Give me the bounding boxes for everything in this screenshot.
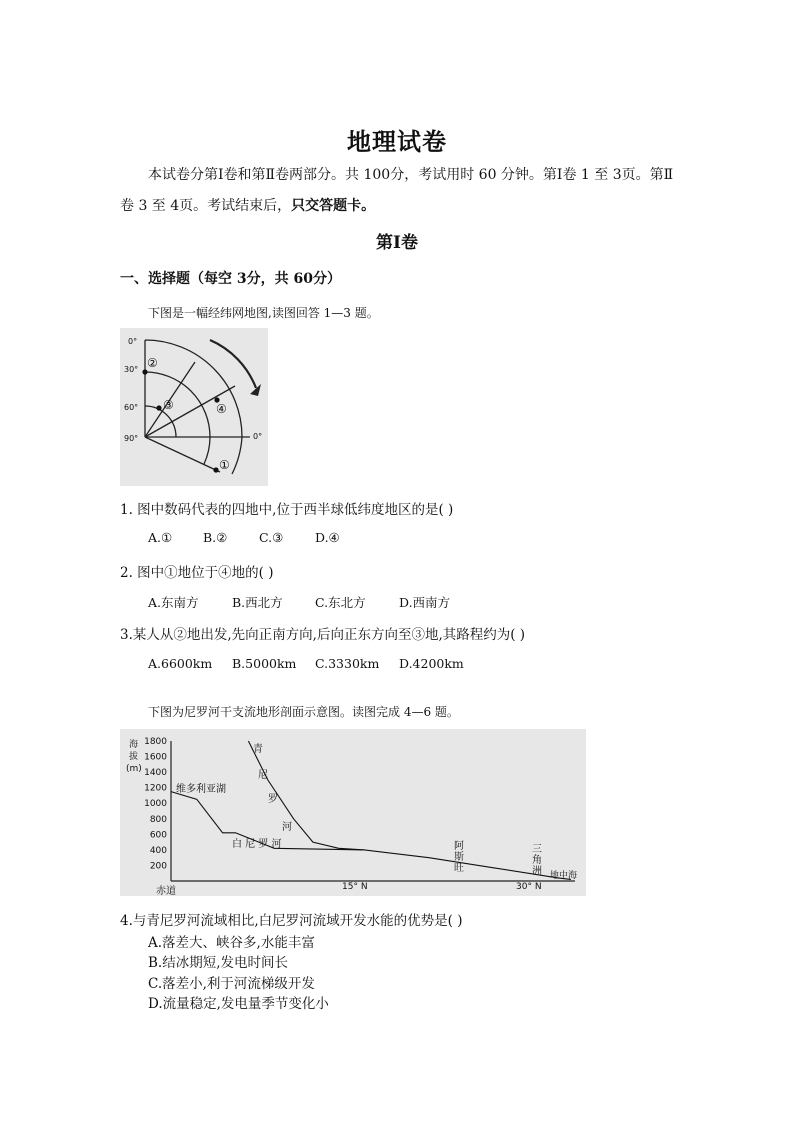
- point-3-dot: [156, 405, 161, 410]
- y-tick-1000: 1000: [144, 799, 167, 810]
- graticule-map-svg: [120, 328, 268, 486]
- x-label-15n: 15° N: [342, 882, 368, 892]
- intro-line-2: [120, 192, 375, 220]
- question-2-option-c: C.东北方: [315, 595, 366, 610]
- blue-nile-line: [248, 741, 364, 850]
- question-2-option-b: B.西北方: [232, 595, 283, 610]
- question-1-option-d: D.④: [315, 530, 340, 545]
- lon-label: 0°: [253, 432, 263, 441]
- question-3-option-d: D.4200km: [399, 656, 464, 671]
- sea-label: 地中海: [550, 871, 578, 881]
- question-1-option-a: A.①: [148, 530, 173, 545]
- delta-char-1: 三: [532, 844, 542, 855]
- question-2-option-a: A.东南方: [148, 595, 199, 610]
- aswan-char-3: 旺: [454, 863, 464, 874]
- ylabel-char-2: 拔: [129, 752, 139, 762]
- intro-line-2-start: 卷 3 至 4页。考试结束后，: [120, 198, 292, 214]
- question-4-option-c: C.落差小,利于河流梯级开发: [148, 976, 315, 992]
- white-nile-line: [171, 792, 571, 880]
- y-tick-800: 800: [149, 814, 167, 825]
- lat-label-0: 0°: [128, 337, 138, 346]
- nile-profile-svg: [120, 729, 586, 896]
- lat-label-30: 30°: [124, 365, 139, 374]
- question-4-option-a: A.落差大、峡谷多,水能丰富: [148, 935, 315, 951]
- page-title: 地理试卷: [347, 128, 447, 156]
- question-4-option-d: D.流量稳定,发电量季节变化小: [148, 996, 329, 1012]
- y-tick-1200: 1200: [144, 783, 167, 794]
- lat-label-60: 60°: [124, 403, 139, 412]
- x-label-30n: 30° N: [516, 882, 542, 892]
- lat-label-90: 90°: [124, 434, 139, 443]
- question-3-option-c: C.3330km: [315, 656, 380, 671]
- blue-nile-char-4: 河: [282, 822, 292, 833]
- point-1-dot: [213, 467, 218, 472]
- question-1-stem: 1. 图中数码代表的四地中,位于西半球低纬度地区的是( ): [120, 502, 454, 518]
- aswan-char-1: 阿: [454, 841, 464, 852]
- section-heading: 一、选择题（每空 3分，共 60分）: [120, 271, 341, 287]
- volume-heading: 第Ⅰ卷: [376, 233, 418, 253]
- blue-nile-char-2: 尼: [258, 770, 268, 781]
- y-tick-200: 200: [149, 861, 167, 872]
- question-3-option-a: A.6600km: [148, 656, 213, 671]
- nile-profile-chart: [120, 729, 586, 896]
- y-tick-600: 600: [149, 830, 167, 841]
- lake-label: 维多利亚湖: [176, 784, 226, 795]
- graticule-map: [120, 328, 268, 486]
- y-tick-1600: 1600: [144, 752, 167, 763]
- point-4-label: ④: [216, 402, 227, 416]
- point-2-label: ②: [147, 356, 158, 370]
- intro-line-2-bold: 只交答题卡。: [291, 198, 376, 214]
- blue-nile-char-1: 青: [253, 744, 263, 755]
- fig2-note: 下图为尼罗河干支流地形剖面示意图。读图完成 4—6 题。: [148, 705, 459, 719]
- aswan-char-2: 斯: [454, 852, 464, 863]
- ylabel-unit: (m): [126, 764, 142, 774]
- question-2-option-d: D.西南方: [399, 595, 451, 610]
- question-4-option-b: B.结冰期短,发电时间长: [148, 955, 289, 971]
- point-1-label: ①: [219, 458, 230, 472]
- y-tick-1400: 1400: [144, 768, 167, 779]
- question-3-option-b: B.5000km: [232, 656, 297, 671]
- delta-char-2: 角: [532, 855, 542, 866]
- point-2-dot: [142, 369, 147, 374]
- point-3-label: ③: [163, 398, 174, 412]
- ylabel-char-1: 海: [129, 740, 139, 750]
- delta-char-3: 洲: [532, 866, 542, 877]
- question-1-option-c: C.③: [259, 530, 284, 545]
- question-1-option-b: B.②: [203, 530, 228, 545]
- y-tick-1800: 1800: [144, 737, 167, 747]
- meridian-line-lower: [145, 437, 220, 472]
- x-label-equator: 赤道: [156, 886, 176, 897]
- question-2-stem: 2. 图中①地位于④地的( ): [120, 565, 274, 581]
- blue-nile-char-3: 罗: [268, 794, 278, 805]
- question-4-stem: 4.与青尼罗河流域相比,白尼罗河流域开发水能的优势是( ): [120, 913, 463, 929]
- intro-line-1: 本试卷分第Ⅰ卷和第Ⅱ卷两部分。共 100分，考试用时 60 分钟。第Ⅰ卷 1 至 3页。第Ⅱ: [148, 167, 674, 183]
- question-3-stem: 3.某人从②地出发,先向正南方向,后向正东方向至③地,其路程约为( ): [120, 627, 526, 643]
- y-tick-400: 400: [149, 845, 167, 856]
- fig1-note: 下图是一幅经纬网地图,读图回答 1—3 题。: [148, 306, 379, 320]
- rotation-arrow: [210, 340, 256, 388]
- white-nile-label: 白 尼 罗 河: [232, 839, 282, 850]
